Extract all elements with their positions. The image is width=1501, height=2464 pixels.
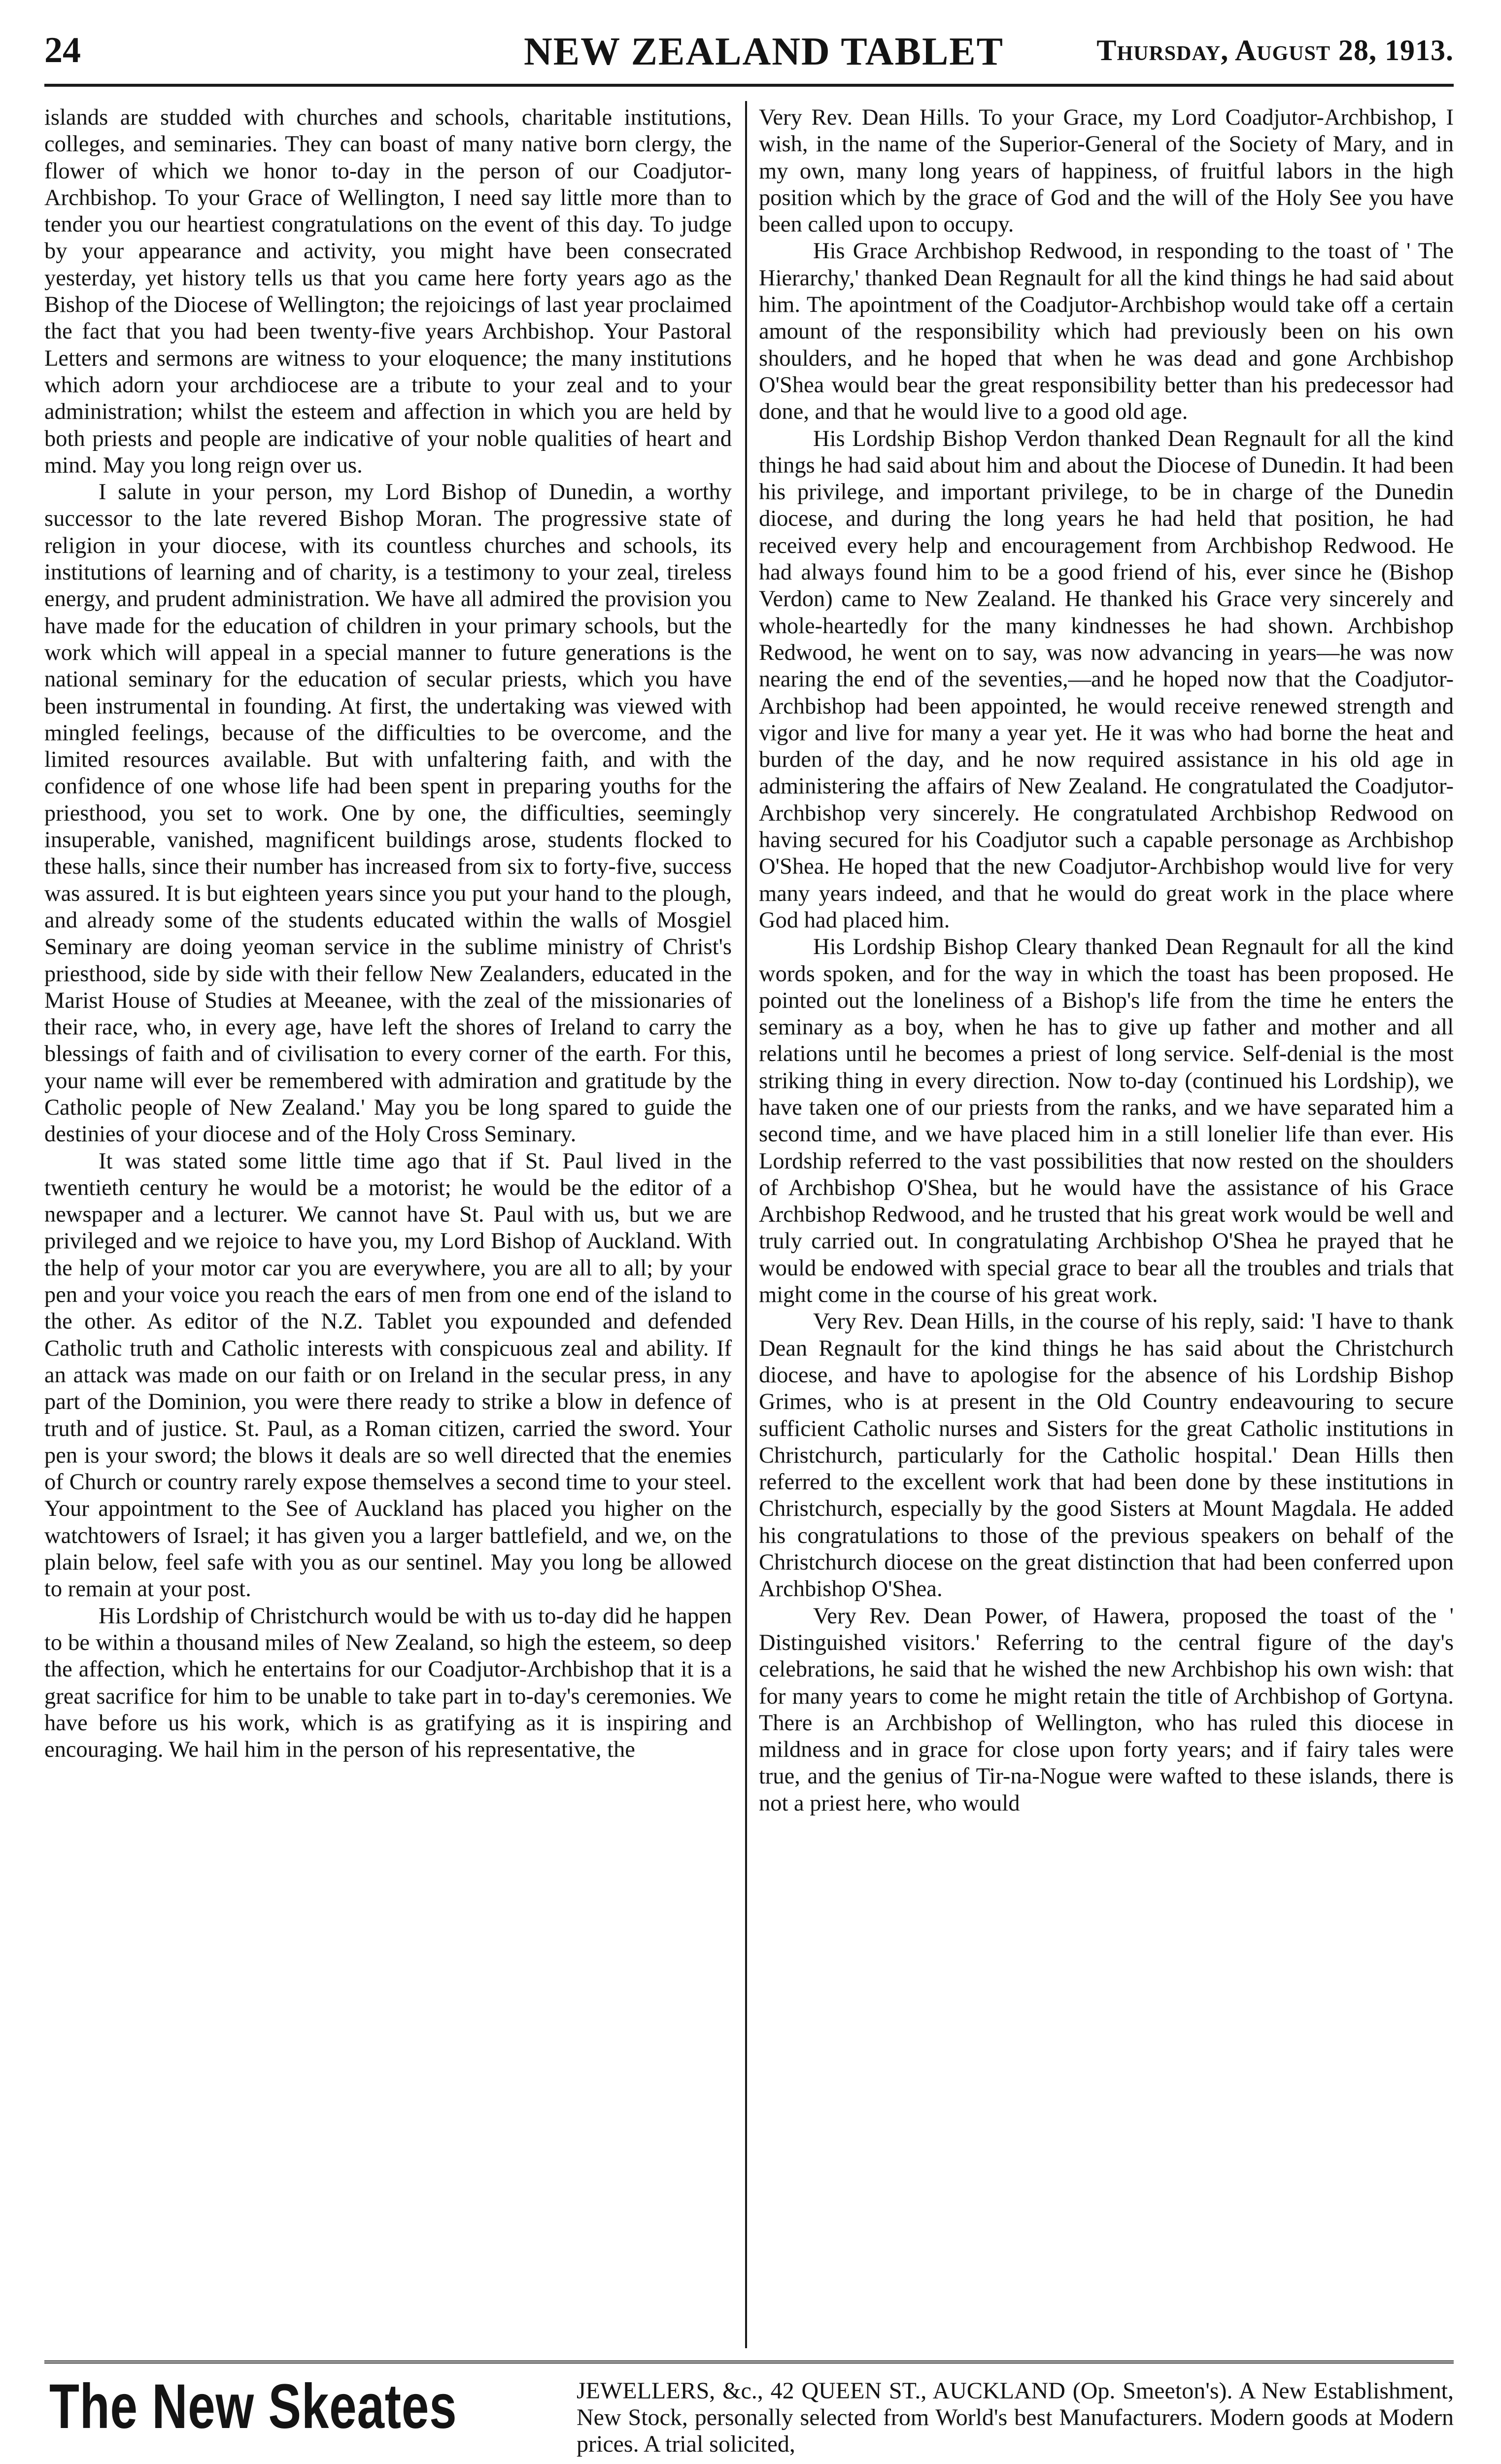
right-column (759, 104, 1454, 2342)
ad-details: JEWELLERS, &c., 42 QUEEN ST., AUCKLAND (Op. Smeeton's). A New Establishment, New Stock, personally selected from World's best Manufacturers. Modern goods at Modern prices. A trial solicited, (577, 2378, 1454, 2457)
page-header (44, 30, 1454, 84)
paragraph: His Grace Archbishop Redwood, in responding to the toast of ' The Hierarchy,' thanked Dean Regnault for all the kind things he had said about him. The apointment of the Coadjutor-Archbishop would take off a certain amount of the responsibility which had previously been on his own shoulders, and he hoped that when he was dead and gone Archbishop O'Shea would bear the great responsibility better than his predecessor had done, and that he would live to a good old age. (759, 239, 1454, 425)
paragraph: His Lordship Bishop Verdon thanked Dean Regnault for all the kind things he had said about him and about the Diocese of Dunedin. It had been his privilege, and important privilege, to be in charge of the Dunedin diocese, and during the long years he had held that position, he had received every help and encouragement from Archbishop Redwood. He had always found him to be a good friend of his, ever since he (Bishop Verdon) came to New Zealand. He thanked his Grace very sincerely and whole-heartedly for the many kindnesses he had shown. Archbishop Redwood, he went on to say, was now advancing in years—he was now nearing the end of the seventies,—and he hoped now that the Coadjutor-Archbishop had been appointed, he would receive renewed strength and vigor and live for many a year yet. He it was who had borne the heat and burden of the day, and he now required assistance in his old age in administering the affairs of New Zealand. He congratulated the Coadjutor-Archbishop very sincerely. He congratulated Archbishop Redwood on having secured for his Coadjutor such a capable personage as Archbishop O'Shea. He hoped that the new Coadjutor-Archbishop would live for very many years indeed, and that he would do great work in the place where God had placed him. (759, 426, 1454, 933)
paragraph: It was stated some little time ago that if St. Paul lived in the twentieth century he would be a motorist; he would be the editor of a newspaper and a lecturer. We cannot have St. Paul with us, but we are privileged and we rejoice to have you, my Lord Bishop of Auckland. With the help of your motor car you are everywhere, you are all to all; by your pen and your voice you reach the ears of men from one end of the island to the other. As editor of the N.Z. Tablet you expounded and defended Catholic truth and Catholic interests with conspicuous zeal and ability. If an attack was made on our faith or on Ireland in the secular press, in any part of the Dominion, you were there ready to strike a blow in defence of truth and of justice. St. Paul, as a Roman citizen, carried the sword. Your pen is your sword; the blows it deals are so well directed that the enemies of Church or country rarely expose themselves a second time to your steel. Your appointment to the See of Auckland has placed you higher on the watchtowers of Israel; it has given you a larger battlefield, and we, on the plain below, feel safe with you as our sentinel. May you long be allowed to remain at your post. (44, 1148, 732, 1602)
paragraph: His Lordship Bishop Cleary thanked Dean Regnault for all the kind words spoken, and for the way in which the toast has been proposed. He pointed out the loneliness of a Bishop's life from the time he enters the seminary as a boy, when he has to give up father and mother and all relations until he becomes a priest of long service. Self-denial is the most striking thing in every direction. Now to-day (continued his Lordship), we have taken one of our priests from the ranks, and we have separated him a second time, and we have placed him in a still lonelier life than ever. His Lordship referred to the vast possibilities that now rested on the shoulders of Archbishop O'Shea, but he would have the assistance of his Grace Archbishop Redwood, and he trusted that his great work would be well and truly carried out. In congratulating Archbishop O'Shea he prayed that he would be endowed with special grace to bear all the troubles and trials that might come in the course of his great work. (759, 934, 1454, 1308)
paragraph: Very Rev. Dean Hills, in the course of his reply, said: 'I have to thank Dean Regnault for the kind things he has said about the Christchurch diocese, and have to apologise for the absence of his Lordship Bishop Grimes, who is at present in the Old Country endeavouring to secure sufficient Catholic nurses and Sisters for the great Catholic institutions in Christchurch, particularly for the Catholic hospital.' Dean Hills then referred to the excellent work that had been done by these institutions in Christchurch, especially by the good Sisters at Mount Magdala. He added his congratulations to those of the previous speakers on behalf of the Christchurch diocese on the great distinction that had been conferred upon Archbishop O'Shea. (759, 1309, 1454, 1602)
footer-rule (44, 2361, 1454, 2363)
advertisement (44, 2368, 1454, 2464)
masthead-title: NEW ZEALAND TABLET (523, 30, 1004, 73)
left-column (44, 104, 732, 2342)
paragraph: islands are studded with churches and schools, charitable institutions, colleges, and seminaries. They can boast of many native born clergy, the flower of which we honor to-day in the person of our Coadjutor-Archbishop. To your Grace of Wellington, I need say little more than to tender you our heartiest congratulations on the event of this day. To judge by your appearance and activity, you might have been consecrated yesterday, yet history tells us that you came here forty years ago as the Bishop of the Diocese of Wellington; the rejoicings of last year proclaimed the fact that you had been twenty-five years Archbishop. Your Pastoral Letters and sermons are witness to your eloquence; the many institutions which adorn your archdiocese are a tribute to your zeal and to your administration; whilst the esteem and affection in which you are held by both priests and people are indicative of your noble qualities of heart and mind. May you long reign over us. (44, 105, 732, 478)
paragraph: His Lordship of Christchurch would be with us to-day did he happen to be within a thousand miles of New Zealand, so high the esteem, so deep the affection, which he entertains for our Coadjutor-Archbishop that it is a great sacrifice for him to be unable to take part in to-day's ceremonies. We have before us his work, which is as gratifying as it is inspiring and encouraging. We hail him in the person of his representative, the (44, 1603, 732, 1763)
header-rule (44, 84, 1454, 87)
column-divider (745, 101, 747, 2348)
paragraph: Very Rev. Dean Power, of Hawera, proposed the toast of the ' Distinguished visitors.' Referring to the central figure of the day's celebrations, he said that he wished the new Archbishop his own wish: that for many years to come he might retain the title of Archbishop of Gortyna. There is an Archbishop of Wellington, who has ruled this diocese in mildness and in grace for close upon forty years; and if fairy tales were true, and the genius of Tir-na-Nogue were wafted to these islands, there is not a priest here, who would (759, 1603, 1454, 1816)
paragraph: I salute in your person, my Lord Bishop of Dunedin, a worthy successor to the late revered Bishop Moran. The progressive state of religion in your diocese, with its countless churches and schools, its institutions of learning and of charity, is a testimony to your zeal, tireless energy, and prudent administration. We have all admired the provision you have made for the education of children in your primary schools, but the work which will appeal in a special manner to future generations is the national seminary for the education of secular priests, which you have been instrumental in founding. At first, the undertaking was viewed with mingled feelings, because of the difficulties to be overcome, and the limited resources available. But with unfaltering faith, and with the confidence of one whose life had been spent in preparing youths for the priesthood, you set to work. One by one, the difficulties, seemingly insuperable, vanished, magnificent buildings arose, students flocked to these halls, since their number has increased from six to forty-five, success was assured. It is but eighteen years since you put your hand to the plough, and already some of the students educated within the walls of Mosgiel Seminary are doing yeoman service in the sublime ministry of Christ's priesthood, side by side with their fellow New Zealanders, educated in the Marist House of Studies at Meeanee, with the zeal of the missionaries of their race, who, in every age, have left the shores of Ireland to carry the blessings of faith and of civilisation to every corner of the earth. For this, your name will ever be remembered with admiration and gratitude by the Catholic people of New Zealand.' May you be long spared to guide the destinies of your diocese and of the Holy Cross Seminary. (44, 479, 732, 1147)
page-number: 24 (44, 30, 81, 70)
issue-date: Thursday, August 28, 1913. (1096, 34, 1454, 67)
ad-brand: The New Skeates (49, 2371, 457, 2442)
paragraph: Very Rev. Dean Hills. To your Grace, my Lord Coadjutor-Archbishop, I wish, in the name of the Superior-General of the Society of Mary, and in my own, many long years of happiness, of fruitful labors in the high position which by the grace of God and the will of the Holy See you have been called upon to occupy. (759, 105, 1454, 238)
